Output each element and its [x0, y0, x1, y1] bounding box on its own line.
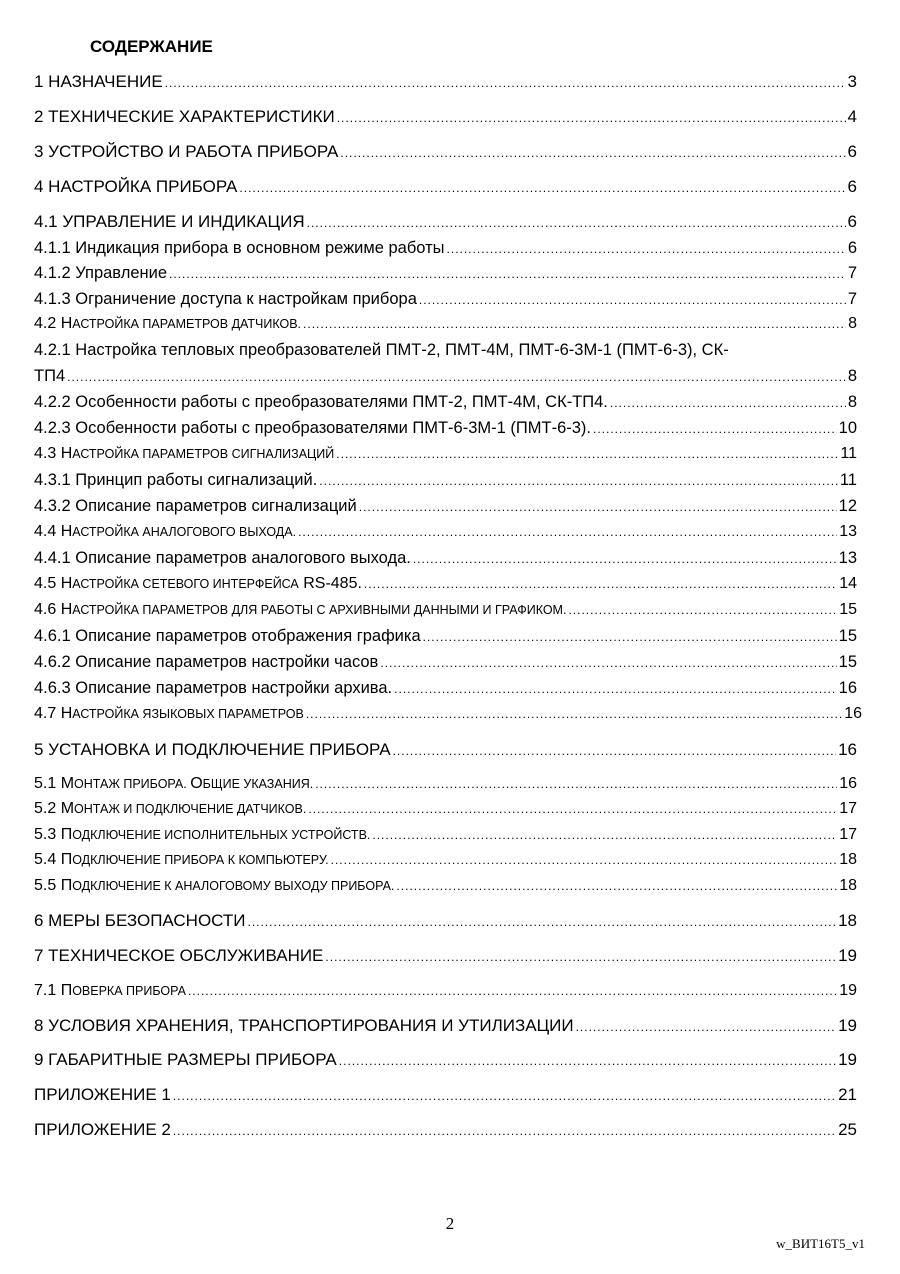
- toc-entry-page: 11: [840, 445, 857, 462]
- toc-entry-page: 6: [847, 239, 857, 257]
- toc-entry[interactable]: [34, 947, 857, 964]
- toc-entry-page: 16: [838, 740, 857, 759]
- toc-leader: [303, 318, 846, 330]
- toc-entry-text: [34, 878, 394, 894]
- toc-entry-page: 15: [839, 601, 857, 618]
- toc-entry-page: 13: [839, 523, 857, 540]
- toc-entry-text: 4 НАСТРОЙКА ПРИБОРА: [34, 177, 238, 196]
- toc-entry-page: 13: [838, 549, 857, 567]
- toc-entry[interactable]: [34, 498, 857, 515]
- toc-entry-page: 14: [839, 575, 857, 592]
- toc-entry-page: 4: [847, 107, 857, 126]
- toc-entry-page: 12: [838, 497, 857, 515]
- toc-leader: [419, 294, 846, 306]
- toc-entry[interactable]: [34, 1121, 857, 1138]
- toc-entry[interactable]: [34, 776, 857, 792]
- toc-leader: [169, 268, 846, 280]
- toc-entry-smallcaps: АСТРОЙКА СЕТЕВОГО ИНТЕРФЕЙСА: [72, 577, 299, 591]
- toc-leader: [325, 951, 836, 963]
- toc-leader: [413, 553, 837, 565]
- toc-leader: [396, 880, 837, 892]
- toc-leader: [340, 147, 845, 159]
- toc-entry[interactable]: [34, 446, 857, 462]
- toc-leader: [610, 397, 846, 409]
- toc-leader: [173, 1090, 836, 1102]
- toc-leader: [298, 526, 837, 538]
- toc-entry[interactable]: [34, 240, 857, 257]
- toc-leader: [67, 371, 846, 383]
- toc-leader: [165, 77, 846, 89]
- toc-entry[interactable]: [34, 741, 857, 758]
- toc-entry-number: 5.5 П: [34, 877, 73, 894]
- toc-entry[interactable]: [34, 420, 857, 437]
- toc-entry-text: [34, 602, 566, 618]
- toc-entry[interactable]: [34, 108, 857, 125]
- toc-entry[interactable]: [34, 472, 857, 489]
- toc-entry-smallcaps: ОНТАЖ И ПОДКЛЮЧЕНИЕ ДАТЧИКОВ.: [74, 802, 307, 816]
- toc-entry[interactable]: [34, 178, 857, 195]
- toc-leader: [372, 829, 837, 841]
- toc-leader: [359, 501, 837, 513]
- toc-entry-text: [34, 801, 306, 817]
- toc-entry[interactable]: [34, 73, 857, 90]
- toc-leader: [380, 657, 836, 669]
- toc-entry-page: 16: [844, 705, 862, 722]
- toc-entry-text: [34, 983, 186, 999]
- toc-entry-page: 11: [839, 471, 857, 489]
- toc-entry-page: 25: [838, 1120, 857, 1139]
- toc-leader: [423, 631, 837, 643]
- toc-entry-text: 4.4.1 Описание параметров аналогового выхода.: [34, 549, 411, 567]
- toc-entry[interactable]: [34, 1051, 857, 1068]
- toc-entry-text: 7 ТЕХНИЧЕСКОЕ ОБСЛУЖИВАНИЕ: [34, 946, 324, 965]
- toc-entry[interactable]: [34, 878, 857, 894]
- toc-leader: [188, 985, 837, 997]
- toc-entry[interactable]: [34, 550, 857, 567]
- toc-entry[interactable]: [34, 213, 857, 230]
- toc-entry-page: 18: [839, 877, 857, 894]
- toc-entry-text[interactable]: 4.2.1 Настройка тепловых преобразователей ПМТ-2, ПМТ-4М, ПМТ-6-3М-1 (ПМТ-6-3), СК-: [34, 341, 729, 359]
- toc-entry[interactable]: [34, 143, 857, 160]
- toc-entry-smallcaps-extra: БЩИЕ УКАЗАНИЯ.: [202, 777, 314, 791]
- toc-leader: [315, 778, 837, 790]
- toc-leader: [248, 916, 837, 928]
- toc-entry-number: 4.5 Н: [34, 575, 73, 592]
- toc-entry[interactable]: [34, 628, 857, 645]
- toc-entry-smallcaps: АСТРОЙКА ЯЗЫКОВЫХ ПАРАМЕТРОВ: [72, 707, 304, 721]
- toc-entry-number: 4.2 Н: [34, 315, 73, 332]
- toc-entry[interactable]: [34, 316, 857, 332]
- toc-leader: [306, 708, 842, 720]
- toc-entry[interactable]: [34, 852, 857, 868]
- toc-entry-number: 4.6 Н: [34, 601, 73, 618]
- toc-entry[interactable]: [34, 912, 857, 929]
- toc-entry-page: 17: [839, 826, 857, 843]
- toc-entry-page: 18: [838, 911, 857, 930]
- toc-entry-page: 3: [847, 72, 857, 91]
- toc-entry-page: 19: [839, 982, 857, 999]
- toc-entry-text: 4.3.1 Принцип работы сигнализаций.: [34, 471, 318, 489]
- toc-entry[interactable]: [34, 394, 857, 411]
- toc-entry-tail: RS-485.: [298, 575, 362, 592]
- toc-entry-text: [34, 524, 296, 540]
- toc-entry-number: 5.1 М: [34, 775, 75, 792]
- toc-entry-page: 18: [839, 851, 857, 868]
- toc-entry[interactable]: [34, 654, 857, 671]
- toc-entry[interactable]: [34, 524, 857, 540]
- toc-entry-text: 8 УСЛОВИЯ ХРАНЕНИЯ, ТРАНСПОРТИРОВАНИЯ И УТИЛИЗАЦИИ: [34, 1016, 574, 1035]
- toc-entry-page: 15: [838, 627, 857, 645]
- toc-entry-smallcaps: АСТРОЙКА ПАРАМЕТРОВ ДЛЯ РАБОТЫ С АРХИВНЫМИ ДАННЫМИ И ГРАФИКОМ.: [72, 603, 567, 617]
- toc-entry-number: 7.1 П: [34, 982, 73, 999]
- toc-entry-text: 4.1.3 Ограничение доступа к настройкам прибора: [34, 290, 417, 308]
- toc-leader: [319, 475, 838, 487]
- toc-leader: [576, 1021, 837, 1033]
- page-number: 2: [445, 1214, 455, 1233]
- toc-entry-page: 19: [838, 1050, 857, 1069]
- toc-leader: [331, 854, 838, 866]
- toc-entry-smallcaps: ОДКЛЮЧЕНИЕ К АНАЛОГОВОМУ ВЫХОДУ ПРИБОРА.: [72, 879, 395, 893]
- toc-entry-number: 5.4 П: [34, 851, 73, 868]
- toc-entry[interactable]: [34, 602, 857, 618]
- toc-entry-page: 16: [839, 775, 857, 792]
- toc-title: СОДЕРЖАНИЕ: [90, 37, 213, 56]
- toc-entry-smallcaps: АСТРОЙКА ПАРАМЕТРОВ ДАТЧИКОВ.: [72, 317, 302, 331]
- toc-entry[interactable]: [34, 680, 857, 697]
- toc-entry-text-continuation: ТП4: [34, 367, 66, 385]
- toc-leader: [568, 604, 837, 616]
- toc-entry[interactable]: [34, 1017, 857, 1034]
- toc-entry-text: [34, 776, 313, 792]
- toc-entry[interactable]: [34, 576, 857, 592]
- toc-leader: [173, 1125, 836, 1137]
- toc-entry-number: 4.7 Н: [34, 705, 73, 722]
- toc-entry[interactable]: [34, 368, 857, 385]
- toc-entry-text: 4.1 УПРАВЛЕНИЕ И ИНДИКАЦИЯ: [34, 212, 305, 231]
- toc-entry-text: 2 ТЕХНИЧЕСКИЕ ХАРАКТЕРИСТИКИ: [34, 107, 335, 126]
- toc-entry-text: [34, 852, 329, 868]
- toc-entry[interactable]: [34, 706, 862, 722]
- toc-entry-page: 19: [838, 1016, 857, 1035]
- toc-entry-smallcaps: ОНТАЖ ПРИБОРА.: [74, 777, 191, 791]
- toc-entry-text: 3 УСТРОЙСТВО И РАБОТА ПРИБОРА: [34, 142, 339, 161]
- toc-entry-text: 4.1.2 Управление: [34, 264, 168, 282]
- toc-leader: [364, 578, 837, 590]
- toc-entry-page: 6: [847, 177, 857, 196]
- toc-entry-text: ПРИЛОЖЕНИЕ 2: [34, 1120, 171, 1139]
- toc-entry[interactable]: [34, 827, 857, 843]
- toc-entry-page: 10: [838, 419, 857, 437]
- toc-entry[interactable]: [34, 1086, 857, 1103]
- toc-entry-page: 17: [839, 800, 857, 817]
- toc-entry-page: 21: [838, 1085, 857, 1104]
- toc-entry-page: 15: [838, 653, 857, 671]
- toc-entry[interactable]: [34, 291, 857, 308]
- toc-leader: [339, 1055, 836, 1067]
- toc-entry[interactable]: [34, 801, 857, 817]
- toc-entry-text: [34, 316, 301, 332]
- document-code: w_ВИТ16Т5_v1: [776, 1236, 865, 1251]
- toc-entry-text: 4.6.1 Описание параметров отображения графика: [34, 627, 421, 645]
- toc-leader: [239, 182, 845, 194]
- toc-leader: [447, 243, 846, 255]
- toc-entry-page: 7: [847, 290, 857, 308]
- toc-entry-number: 5.2 М: [34, 800, 75, 817]
- toc-entry-text: 4.6.3 Описание параметров настройки архива.: [34, 679, 393, 697]
- toc-entry-text: [34, 827, 370, 843]
- toc-entry-page: 6: [847, 212, 857, 231]
- toc-entry-page: 7: [847, 264, 857, 282]
- toc-leader: [336, 448, 838, 460]
- toc-entry-smallcaps: АСТРОЙКА АНАЛОГОВОГО ВЫХОДА.: [72, 525, 297, 539]
- toc-entry-smallcaps: ОДКЛЮЧЕНИЕ ИСПОЛНИТЕЛЬНЫХ УСТРОЙСТВ.: [72, 828, 371, 842]
- toc-entry-text: 9 ГАБАРИТНЫЕ РАЗМЕРЫ ПРИБОРА: [34, 1050, 337, 1069]
- toc-entry[interactable]: [34, 265, 857, 282]
- toc-entry-text: 6 МЕРЫ БЕЗОПАСНОСТИ: [34, 911, 246, 930]
- toc-entry-text: [34, 576, 362, 592]
- toc-leader: [394, 683, 836, 695]
- toc-entry-text: 4.1.1 Индикация прибора в основном режиме работы: [34, 239, 445, 257]
- toc-entry-text: 4.6.2 Описание параметров настройки часов: [34, 653, 379, 671]
- toc-entry-text: [34, 706, 304, 722]
- toc-entry-text: 5 УСТАНОВКА И ПОДКЛЮЧЕНИЕ ПРИБОРА: [34, 740, 391, 759]
- toc-entry-text: ПРИЛОЖЕНИЕ 1: [34, 1085, 171, 1104]
- toc-entry-cap: О: [190, 775, 203, 792]
- toc-entry-number: 4.4 Н: [34, 523, 73, 540]
- toc-leader: [307, 217, 846, 229]
- toc-entry[interactable]: [34, 983, 857, 999]
- toc-entry-page: 8: [847, 367, 857, 385]
- toc-entry-text: 4.2.2 Особенности работы с преобразователями ПМТ-2, ПМТ-4М, СК-ТП4.: [34, 393, 608, 411]
- toc-entry-smallcaps: ОВЕРКА ПРИБОРА: [72, 984, 186, 998]
- toc-entry-smallcaps: АСТРОЙКА ПАРАМЕТРОВ СИГНАЛИЗАЦИЙ: [72, 447, 335, 461]
- toc-leader: [308, 803, 837, 815]
- toc-entry-page: 16: [838, 679, 857, 697]
- toc-entry-text: 4.2.3 Особенности работы с преобразователями ПМТ-6-3М-1 (ПМТ-6-3).: [34, 419, 591, 437]
- toc-entry-number: 5.3 П: [34, 826, 73, 843]
- toc-leader: [393, 745, 837, 757]
- toc-entry-text: [34, 446, 334, 462]
- toc-entry-number: 4.3 Н: [34, 445, 73, 462]
- toc-entry-page: 6: [847, 142, 857, 161]
- toc-entry-page: 19: [838, 946, 857, 965]
- toc-entry-page: 8: [848, 315, 857, 332]
- toc-leader: [337, 112, 846, 124]
- toc-entry-smallcaps: ОДКЛЮЧЕНИЕ ПРИБОРА К КОМПЬЮТЕРУ.: [72, 853, 329, 867]
- toc-entry-page: 8: [847, 393, 857, 411]
- toc-leader: [593, 423, 837, 435]
- toc-entry-text: 4.3.2 Описание параметров сигнализаций: [34, 497, 357, 515]
- toc-entry-text: 1 НАЗНАЧЕНИЕ: [34, 72, 163, 91]
